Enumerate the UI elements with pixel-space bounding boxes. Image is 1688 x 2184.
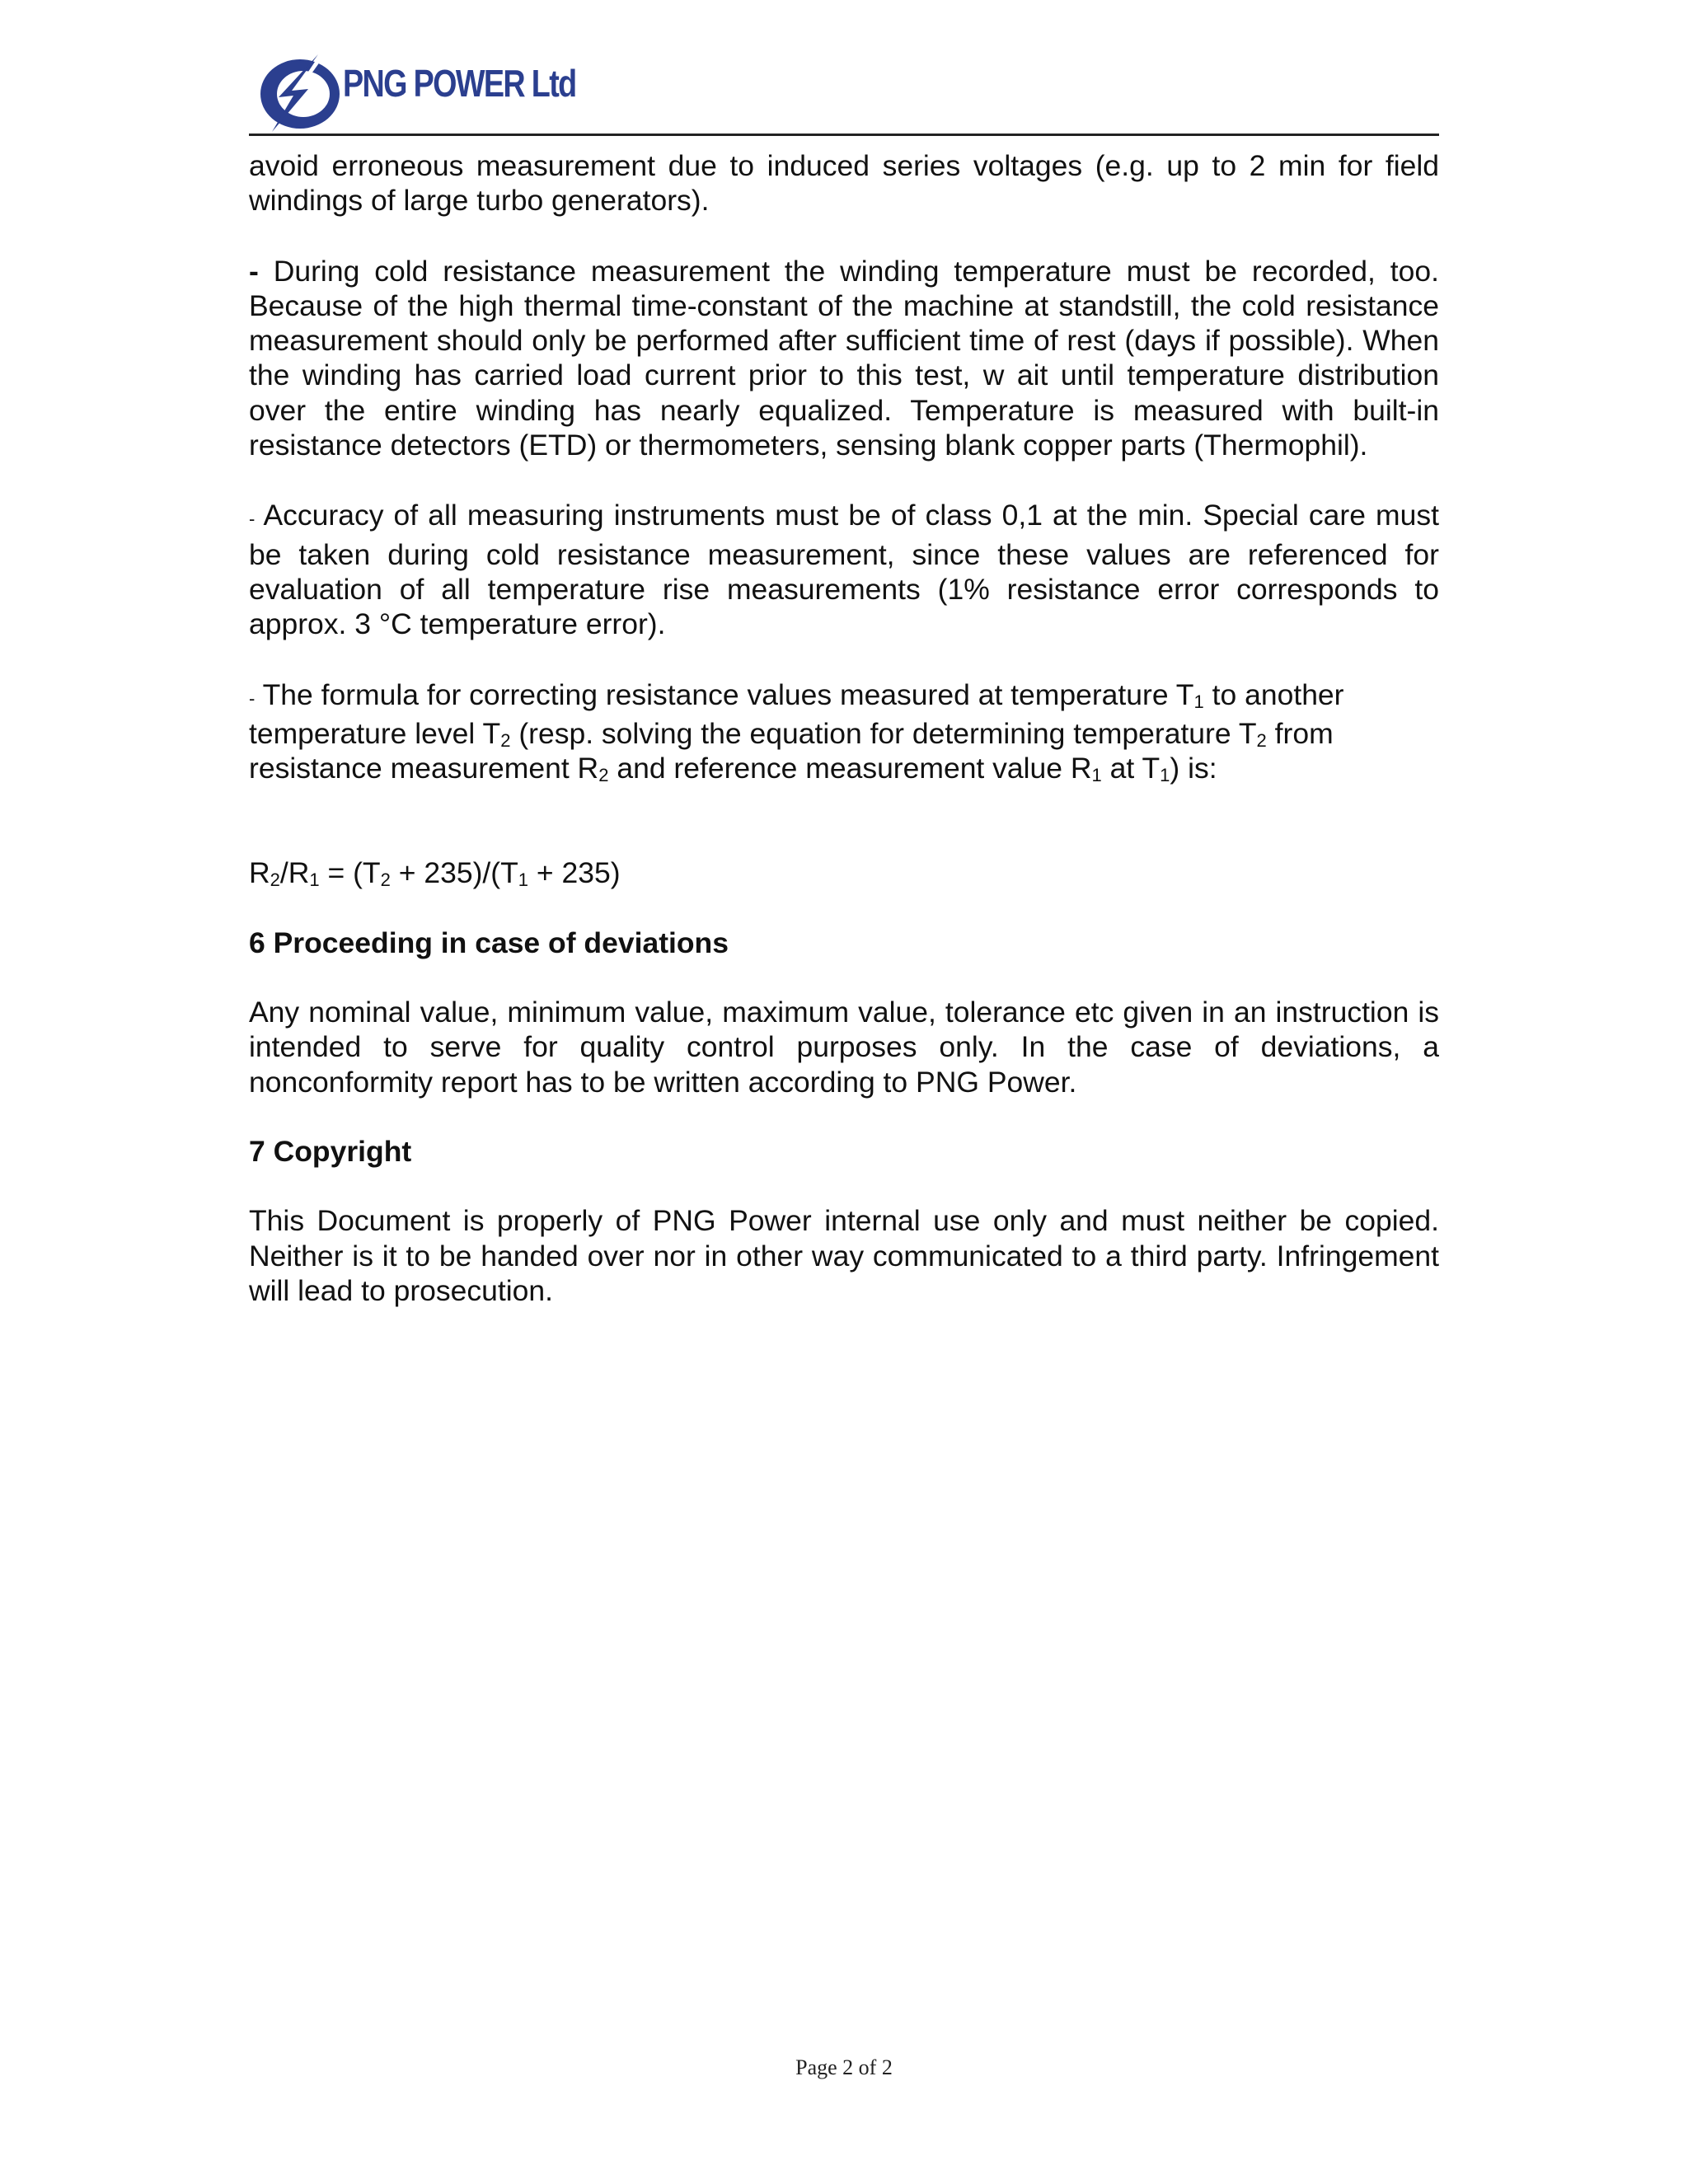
- section-heading-copyright: 7 Copyright: [249, 1134, 412, 1168]
- section-heading-deviations: 6 Proceeding in case of deviations: [249, 926, 729, 959]
- paragraph-induced-voltages: avoid erroneous measurement due to induced series voltages (e.g. up to 2 min for field windings of large turbo generators).: [249, 149, 1439, 218]
- paragraph-winding-temperature: [249, 254, 1439, 463]
- company-logo: [257, 48, 576, 135]
- paragraph-copyright: This Document is properly of PNG Power internal use only and must neither be copied. Neither is it to be handed over nor in other way communicated to a third party. Infringement will lead to prosecution.: [249, 1204, 1439, 1307]
- logo-text: PNG POWER Ltd: [343, 62, 576, 105]
- list-dash: -: [249, 687, 256, 709]
- document-body: [249, 148, 1439, 1308]
- paragraph-instrument-accuracy: [249, 498, 1439, 641]
- paragraph-correction-formula: - The formula for correcting resistance values measured at temperature T1 to another temperature level T2 (resp. solving the equation for determining temperature T2 from resistance measurement R2 and reference measurement value R1 at T1) is:: [249, 677, 1344, 786]
- paragraph-instrument-accuracy-text: Accuracy of all measuring instruments must be of class 0,1 at the min. Special care must be taken during cold resistance measurement, since these values are referenced for evaluation of all temperature rise measurements (1% resistance error corresponds to approx. 3 °C temperature error).: [249, 499, 1439, 641]
- list-dash: -: [249, 509, 256, 530]
- paragraph-winding-temperature-text: During cold resistance measurement the winding temperature must be recorded, too. Because of the high thermal time-constant of the machine at standstill, the cold resistance measurement should only be performed after sufficient time of rest (days if possible). When the winding has carried load current prior to this test, w ait until temperature distribution over the entire winding has nearly equalized. Temperature is measured with built-in resistance detectors (ETD) or thermometers, sensing blank copper parts (Thermophil).: [249, 254, 1439, 462]
- page-number: Page 2 of 2: [795, 2055, 893, 2079]
- resistance-formula: R2/R1 = (T2 + 235)/(T1 + 235): [249, 856, 621, 891]
- png-power-logo-icon: [257, 48, 348, 135]
- header-divider: [249, 134, 1439, 136]
- paragraph-deviations: Any nominal value, minimum value, maximum value, tolerance etc given in an instruction is intended to serve for quality control purposes only. In the case of deviations, a nonconformity report has to be written according to PNG Power.: [249, 996, 1439, 1099]
- list-dash: -: [249, 254, 259, 288]
